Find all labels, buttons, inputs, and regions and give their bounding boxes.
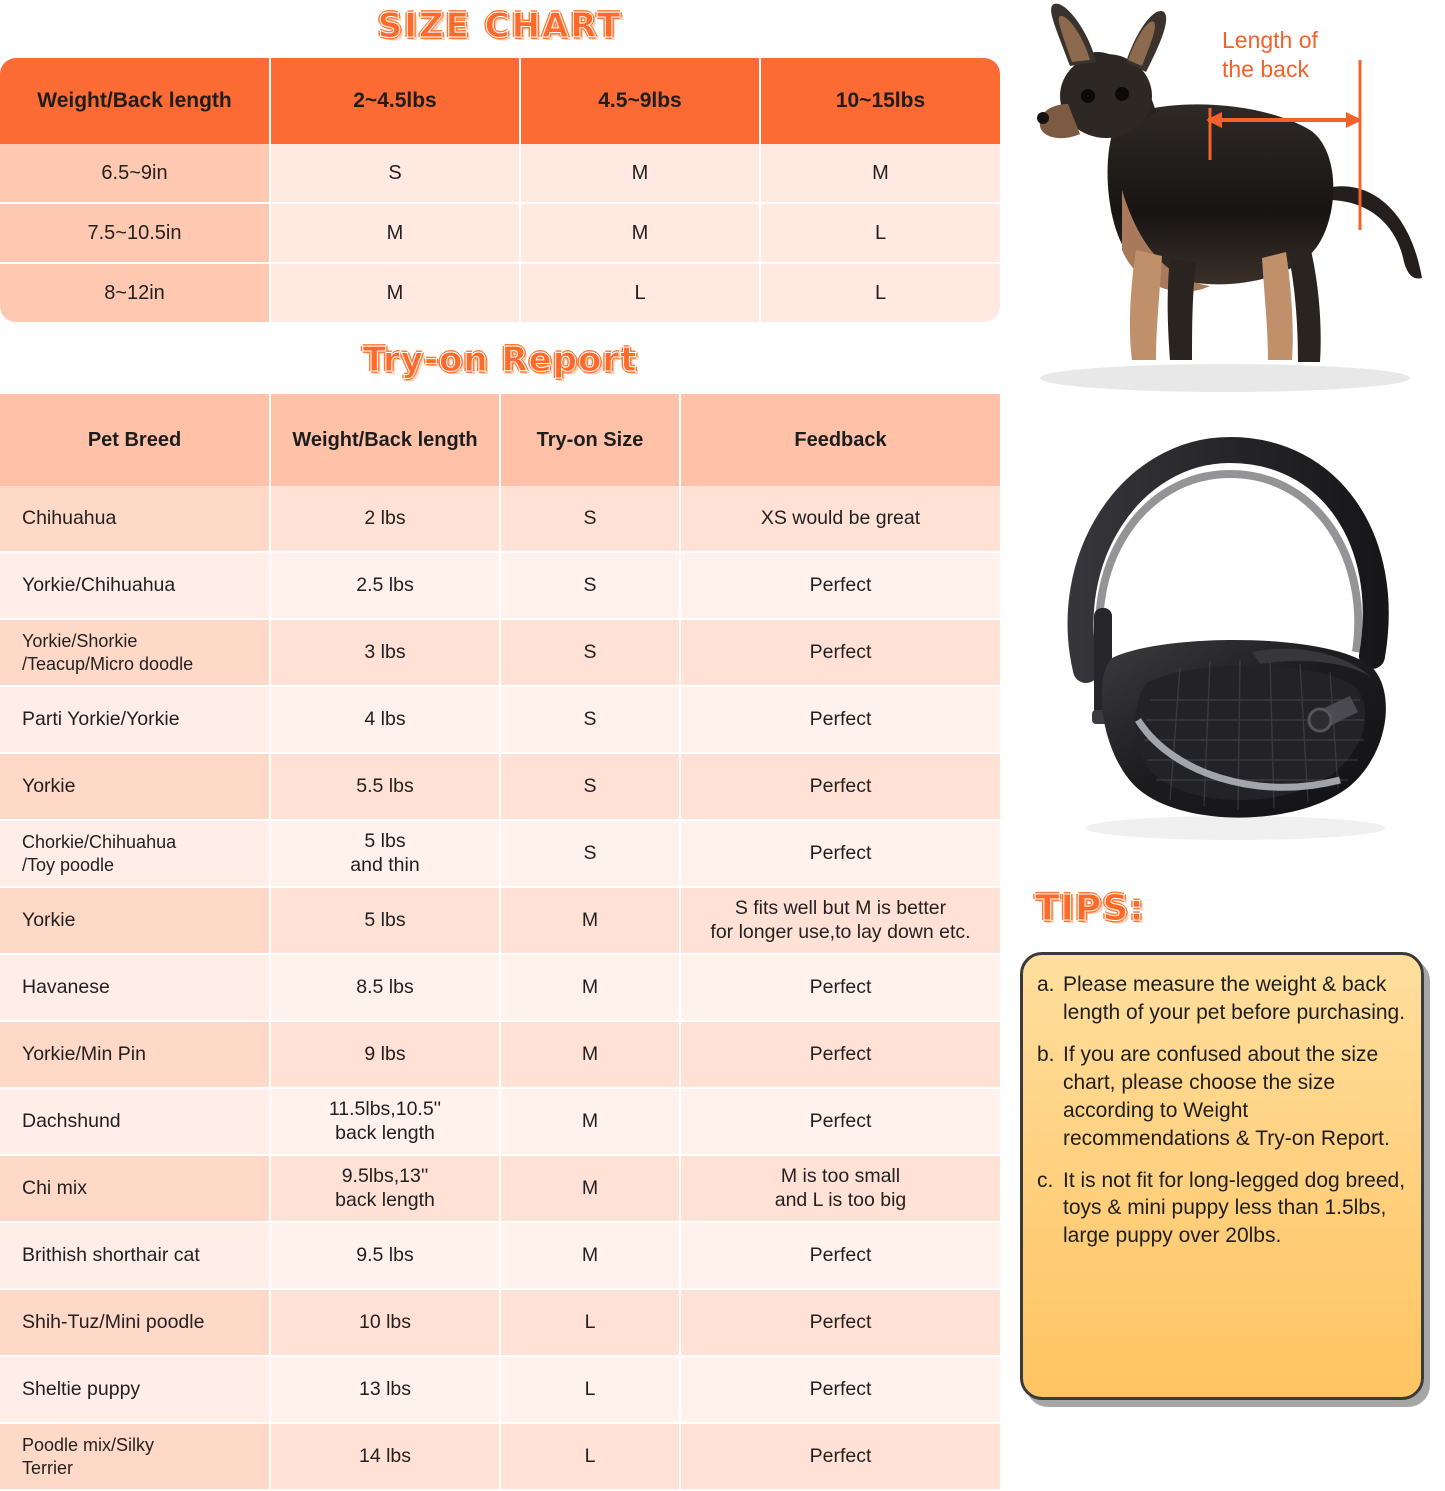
size-cell: M [520, 144, 760, 203]
cell-weight-back-length: 8.5 lbs [270, 954, 500, 1021]
tip-text: If you are confused about the size chart, please choose the size according to Weight recommendations & Try-on Report. [1063, 1042, 1390, 1150]
cell-tryon-size: L [500, 1356, 680, 1423]
table-row [0, 1021, 1000, 1088]
cell-pet-breed: Chi mix [0, 1155, 270, 1222]
table-header-row [0, 394, 1000, 486]
column-header-weight-2: 4.5~9lbs [520, 58, 760, 144]
cell-tryon-size: S [500, 820, 680, 887]
cell-feedback: M is too small and L is too big [680, 1155, 1000, 1222]
cell-tryon-size: S [500, 686, 680, 753]
cell-tryon-size: M [500, 1155, 680, 1222]
table-row [0, 1088, 1000, 1155]
column-header-weight-1: 2~4.5lbs [270, 58, 520, 144]
tip-item [1037, 971, 1409, 1027]
cell-tryon-size: M [500, 1088, 680, 1155]
cell-pet-breed: Parti Yorkie/Yorkie [0, 686, 270, 753]
cell-tryon-size: S [500, 619, 680, 686]
cell-feedback: Perfect [680, 552, 1000, 619]
cell-weight-back-length: 5.5 lbs [270, 753, 500, 820]
cell-feedback: Perfect [680, 1423, 1000, 1490]
size-cell: M [270, 263, 520, 322]
cell-pet-breed: Havanese [0, 954, 270, 1021]
row-header-back-length: 6.5~9in [0, 144, 270, 203]
cell-weight-back-length: 3 lbs [270, 619, 500, 686]
table-row [0, 1289, 1000, 1356]
cell-tryon-size: S [500, 753, 680, 820]
column-header-weight-back-length: Weight/Back length [270, 394, 500, 486]
table-row [0, 144, 1000, 203]
cell-weight-back-length: 10 lbs [270, 1289, 500, 1356]
cell-weight-back-length: 4 lbs [270, 686, 500, 753]
table-row [0, 1155, 1000, 1222]
column-header-feedback: Feedback [680, 394, 1000, 486]
tips-title: TIPS: [1035, 888, 1145, 929]
cell-pet-breed: Yorkie [0, 887, 270, 954]
cell-feedback: S fits well but M is better for longer use,to lay down etc. [680, 887, 1000, 954]
cell-pet-breed: Chorkie/Chihuahua /Toy poodle [0, 820, 270, 887]
cell-feedback: Perfect [680, 1021, 1000, 1088]
cell-weight-back-length: 9.5 lbs [270, 1222, 500, 1289]
size-chart-body [0, 144, 1000, 322]
cell-weight-back-length: 2.5 lbs [270, 552, 500, 619]
cell-tryon-size: M [500, 1222, 680, 1289]
cell-weight-back-length: 5 lbs [270, 887, 500, 954]
table-row [0, 486, 1000, 552]
tip-letter: b. [1037, 1042, 1055, 1066]
cell-pet-breed: Yorkie/Chihuahua [0, 552, 270, 619]
cell-tryon-size: S [500, 552, 680, 619]
right-column [1000, 0, 1445, 1432]
tip-item [1037, 1167, 1409, 1251]
table-row [0, 954, 1000, 1021]
cell-feedback: XS would be great [680, 486, 1000, 552]
cell-tryon-size: M [500, 887, 680, 954]
cell-tryon-size: S [500, 486, 680, 552]
cell-pet-breed: Yorkie/Shorkie /Teacup/Micro doodle [0, 619, 270, 686]
cell-feedback: Perfect [680, 1356, 1000, 1423]
cell-pet-breed: Dachshund [0, 1088, 270, 1155]
size-cell: M [270, 203, 520, 263]
tips-list [1037, 971, 1409, 1250]
table-row [0, 263, 1000, 322]
table-row [0, 753, 1000, 820]
table-row [0, 552, 1000, 619]
size-cell: S [270, 144, 520, 203]
cell-feedback: Perfect [680, 1222, 1000, 1289]
cell-feedback: Perfect [680, 686, 1000, 753]
cell-pet-breed: Brithish shorthair cat [0, 1222, 270, 1289]
table-row [0, 1356, 1000, 1423]
column-header-weight-3: 10~15lbs [760, 58, 1000, 144]
table-row [0, 1423, 1000, 1490]
tryon-report-table [0, 394, 1000, 1491]
cell-tryon-size: M [500, 954, 680, 1021]
cell-feedback: Perfect [680, 753, 1000, 820]
back-length-label: Length of the back [1222, 27, 1318, 82]
cell-weight-back-length: 5 lbs and thin [270, 820, 500, 887]
tip-letter: a. [1037, 973, 1055, 996]
tip-item [1037, 1041, 1409, 1153]
column-header-tryon-size: Try-on Size [500, 394, 680, 486]
row-header-back-length: 7.5~10.5in [0, 203, 270, 263]
cell-weight-back-length: 2 lbs [270, 486, 500, 552]
cell-pet-breed: Sheltie puppy [0, 1356, 270, 1423]
tips-box [1020, 952, 1424, 1400]
cell-weight-back-length: 13 lbs [270, 1356, 500, 1423]
tryon-report-title: Try-on Report [362, 340, 638, 380]
size-chart-table-wrapper [0, 58, 1000, 322]
tryon-report-body [0, 486, 1000, 1490]
cell-pet-breed: Yorkie [0, 753, 270, 820]
size-cell: L [760, 203, 1000, 263]
size-cell: L [520, 263, 760, 322]
table-header-row [0, 58, 1000, 144]
table-row [0, 887, 1000, 954]
table-row [0, 1222, 1000, 1289]
cell-weight-back-length: 9 lbs [270, 1021, 500, 1088]
cell-feedback: Perfect [680, 1088, 1000, 1155]
table-row [0, 820, 1000, 887]
size-cell: L [760, 263, 1000, 322]
cell-pet-breed: Chihuahua [0, 486, 270, 552]
cell-pet-breed: Yorkie/Min Pin [0, 1021, 270, 1088]
cell-feedback: Perfect [680, 1289, 1000, 1356]
cell-tryon-size: L [500, 1423, 680, 1490]
column-header-weight-back-length: Weight/Back length [0, 58, 270, 144]
row-header-back-length: 8~12in [0, 263, 270, 322]
table-row [0, 619, 1000, 686]
cell-weight-back-length: 11.5lbs,10.5'' back length [270, 1088, 500, 1155]
size-cell: M [760, 144, 1000, 203]
table-row [0, 686, 1000, 753]
size-cell: M [520, 203, 760, 263]
tip-text: Please measure the weight & back length of your pet before purchasing. [1063, 973, 1406, 1024]
cell-weight-back-length: 9.5lbs,13'' back length [270, 1155, 500, 1222]
size-chart-table [0, 58, 1000, 322]
size-chart-title: SIZE CHART [377, 6, 623, 46]
cell-weight-back-length: 14 lbs [270, 1423, 500, 1490]
cell-pet-breed: Poodle mix/Silky Terrier [0, 1423, 270, 1490]
tip-text: It is not fit for long-legged dog breed, toys & mini puppy less than 1.5lbs, large puppy over 20lbs. [1063, 1168, 1406, 1248]
tip-letter: c. [1037, 1168, 1054, 1192]
cell-feedback: Perfect [680, 820, 1000, 887]
column-header-pet-breed: Pet Breed [0, 394, 270, 486]
cell-feedback: Perfect [680, 619, 1000, 686]
cell-tryon-size: L [500, 1289, 680, 1356]
pet-carrier-photo [1020, 420, 1440, 850]
cell-tryon-size: M [500, 1021, 680, 1088]
cell-pet-breed: Shih-Tuz/Mini poodle [0, 1289, 270, 1356]
cell-feedback: Perfect [680, 954, 1000, 1021]
table-row [0, 203, 1000, 263]
